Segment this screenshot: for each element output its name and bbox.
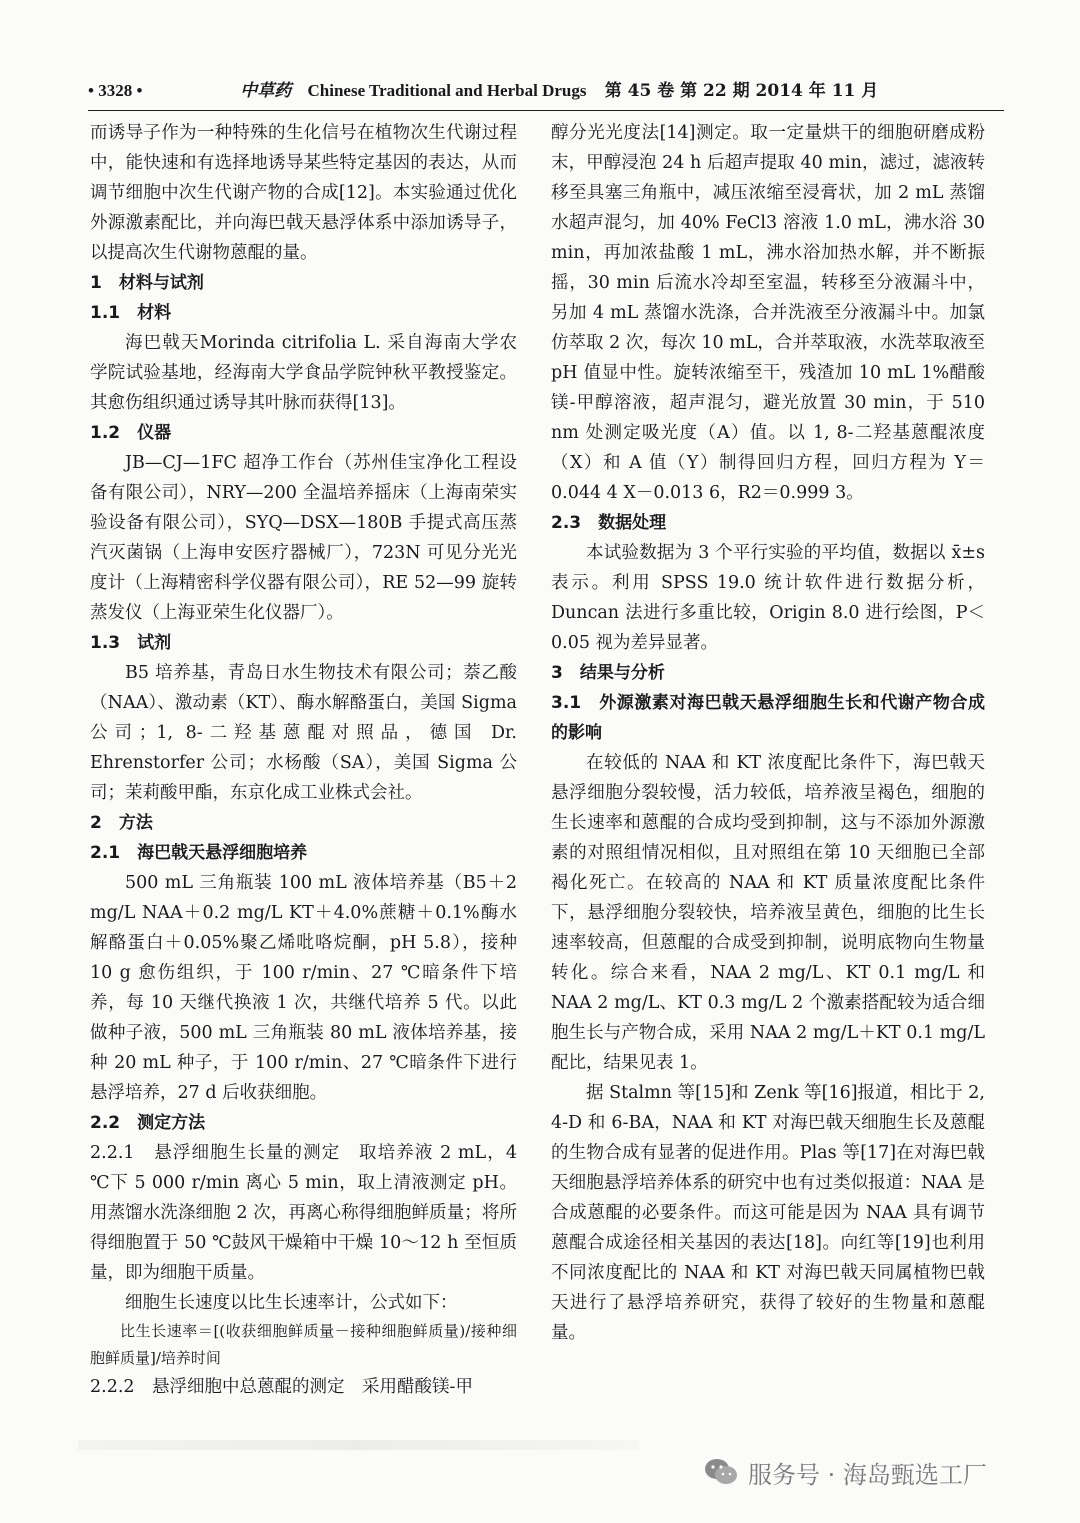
- watermark-text: 服务号 · 海岛甄选工厂: [748, 1460, 987, 1489]
- paragraph: JB—CJ—1FC 超净工作台（苏州佳宝净化工程设备有限公司），NRY—200 全温培养摇床（上海南荣实验设备有限公司），SYQ—DSX—180B 手提式高压蒸汽灭菌锅（上海申安医疗器械厂），723N 可见分光光度计（上海精密科学仪器有限公司），RE 52—99 旋转蒸发仪（上海亚荣生化仪器厂）。: [90, 453, 517, 623]
- paragraph: 2.2.1 悬浮细胞生长量的测定 取培养液 2 mL，4 ℃下 5 000 r/min 离心 5 min，取上清液测定 pH。用蒸馏水洗涤细胞 2 次，再离心称得细胞鲜质量；将所得细胞置于 50 ℃鼓风干燥箱中干燥 10～12 h 至恒质量，即为细胞干质量。: [90, 1143, 517, 1283]
- watermark: [704, 1452, 987, 1492]
- paragraph: 本试验数据为 3 个平行实验的平均值，数据以 x̄±s 表示。利用 SPSS 19.0 统计软件进行数据分析，Duncan 法进行多重比较，Origin 8.0 进行绘图，P＜0.05 视为差异显著。: [551, 543, 985, 653]
- paragraph: 500 mL 三角瓶装 100 mL 液体培养基（B5＋2 mg/L NAA＋0.2 mg/L KT＋4.0%蔗糖＋0.1%酶水解酪蛋白＋0.05%聚乙烯吡咯烷酮，pH 5.8），接种 10 g 愈伤组织，于 100 r/min、27 ℃暗条件下培养，每 10 天继代换液 1 次，共继代培养 5 代。以此做种子液，500 mL 三角瓶装 80 mL 液体培养基，接种 20 mL 种子，于 100 r/min、27 ℃暗条件下进行悬浮培养，27 d 后收获细胞。: [90, 873, 517, 1103]
- paragraph: 海巴戟天Morinda citrifolia L. 采自海南大学农学院试验基地，经海南大学食品学院钟秋平教授鉴定。其愈伤组织通过诱导其叶脉而获得[13]。: [90, 333, 517, 413]
- formula: 比生长速率＝[(收获细胞鲜质量－接种细胞鲜质量)/接种细胞鲜质量]/培养时间: [90, 1322, 517, 1367]
- left-column: [90, 118, 517, 1402]
- section-heading: 2.2 测定方法: [90, 1113, 206, 1133]
- running-header: [88, 80, 1004, 102]
- paragraph: 2.2.2 悬浮细胞中总蒽醌的测定 采用醋酸镁-甲: [90, 1377, 473, 1397]
- scan-artifact: [78, 1440, 638, 1450]
- issue-info: 第 45 卷 第 22 期 2014 年 11 月: [604, 81, 879, 101]
- journal-title-en: Chinese Traditional and Herbal Drugs: [307, 81, 587, 100]
- section-heading: 1 材料与试剂: [90, 273, 204, 293]
- section-heading: 2.3 数据处理: [551, 513, 667, 533]
- paragraph: 而诱导子作为一种特殊的生化信号在植物次生代谢过程中，能快速和有选择地诱导某些特定基因的表达，从而调节细胞中次生代谢产物的合成[12]。本实验通过优化外源激素配比，并向海巴戟天悬浮体系中添加诱导子，以提高次生代谢物蒽醌的量。: [90, 123, 517, 263]
- section-heading: 2.1 海巴戟天悬浮细胞培养: [90, 843, 308, 863]
- section-heading: 1.2 仪器: [90, 423, 172, 443]
- paragraph: 细胞生长速度以比生长速率计，公式如下：: [125, 1293, 458, 1313]
- journal-logo-cn: 中草药: [240, 81, 292, 101]
- page-number: • 3328 •: [88, 81, 143, 100]
- paragraph: 据 Stalmn 等[15]和 Zenk 等[16]报道，相比于 2, 4-D 和 6-BA，NAA 和 KT 对海巴戟天细胞生长及蒽醌的生物合成有显著的促进作用。Plas 等[17]在对海巴戟天细胞悬浮培养体系的研究中也有过类似报道：NAA 是合成蒽醌的必要条件。而这可能是因为 NAA 具有调节蒽醌合成途径相关基因的表达[18]。向红等[19]也利用不同浓度配比的 NAA 和 KT 对海巴戟天同属植物巴戟天进行了悬浮培养研究，获得了较好的生物量和蒽醌量。: [551, 1083, 985, 1343]
- section-heading: 1.3 试剂: [90, 633, 172, 653]
- section-heading: 1.1 材料: [90, 303, 172, 323]
- section-heading: 3.1 外源激素对海巴戟天悬浮细胞生长和代谢产物合成的影响: [551, 693, 985, 743]
- header-rule: [88, 110, 1004, 111]
- right-column: [551, 118, 985, 1348]
- paragraph: B5 培养基，青岛日水生物技术有限公司；萘乙酸（NAA）、激动素（KT）、酶水解酪蛋白，美国 Sigma 公司；1, 8-二羟基蒽醌对照品，德国 Dr. Ehrenstorfer 公司；水杨酸（SA），美国 Sigma 公司；茉莉酸甲酯，东京化成工业株式会社。: [90, 663, 517, 803]
- paragraph: 醇分光光度法[14]测定。取一定量烘干的细胞研磨成粉末，甲醇浸泡 24 h 后超声提取 40 min，滤过，滤液转移至具塞三角瓶中，减压浓缩至浸膏状，加 2 mL 蒸馏水超声混匀，加 40% FeCl3 溶液 1.0 mL，沸水浴 30 min，再加浓盐酸 1 mL，沸水浴加热水解，并不断振摇，30 min 后流水冷却至室温，转移至分液漏斗中，另加 4 mL 蒸馏水洗涤，合并洗液至分液漏斗中。加氯仿萃取 2 次，每次 10 mL，合并萃取液，水洗萃取液至 pH 值显中性。旋转浓缩至干，残渣加 10 mL 1%醋酸镁-甲醇溶液，超声混匀，避光放置 30 min，于 510 nm 处测定吸光度（A）值。以 1, 8-二羟基蒽醌浓度（X）和 A 值（Y）制得回归方程，回归方程为 Y＝0.044 4 X－0.013 6，R2＝0.999 3。: [551, 123, 985, 503]
- wechat-icon: [704, 1458, 738, 1486]
- section-heading: 3 结果与分析: [551, 663, 665, 683]
- section-heading: 2 方法: [90, 813, 153, 833]
- paragraph: 在较低的 NAA 和 KT 浓度配比条件下，海巴戟天悬浮细胞分裂较慢，活力较低，培养液呈褐色，细胞的生长速率和蒽醌的合成均受到抑制，这与不添加外源激素的对照组情况相似，且对照组在第 10 天细胞已全部褐化死亡。在较高的 NAA 和 KT 质量浓度配比条件下，悬浮细胞分裂较快，培养液呈黄色，细胞的比生长速率较高，但蒽醌的合成受到抑制，说明底物向生物量转化。综合来看，NAA 2 mg/L、KT 0.1 mg/L 和 NAA 2 mg/L、KT 0.3 mg/L 2 个激素搭配较为适合细胞生长与产物合成，采用 NAA 2 mg/L＋KT 0.1 mg/L 配比，结果见表 1。: [551, 753, 985, 1073]
